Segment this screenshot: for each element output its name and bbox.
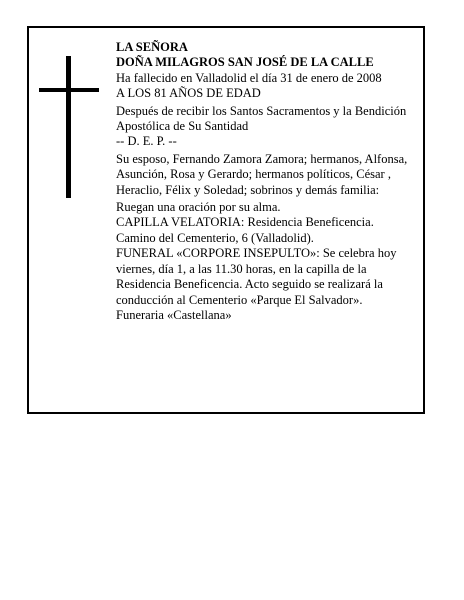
dep-line: -- D. E. P. --	[116, 134, 177, 149]
cross-vertical-bar	[66, 56, 71, 198]
sacraments-statement: Después de recibir los Santos Sacramentos y la Bendición Apostólica de Su Santidad	[116, 103, 407, 134]
age-statement: A LOS 81 AÑOS DE EDAD	[116, 86, 261, 101]
notice-text	[116, 40, 422, 323]
cross-icon	[39, 56, 99, 198]
notice-title: LA SEÑORA	[116, 40, 188, 54]
obituary-notice	[27, 26, 425, 414]
funeral-home: Funeraria «Castellana»	[116, 307, 232, 322]
death-statement: Ha fallecido en Valladolid el día 31 de enero de 2008	[116, 70, 382, 85]
family-statement: Su esposo, Fernando Zamora Zamora; hermanos, Alfonsa, Asunción, Rosa y Gerardo; hermanos políticos, César , Heraclio, Félix y Soledad; sobrinos y demás familia:	[116, 151, 408, 197]
prayer-statement: Ruegan una oración por su alma.	[116, 200, 281, 215]
deceased-name: DOÑA MILAGROS SAN JOSÉ DE LA CALLE	[116, 55, 374, 70]
chapel-line-2: Camino del Cementerio, 6 (Valladolid).	[116, 230, 314, 245]
cross-horizontal-bar	[39, 88, 99, 92]
chapel-line-1: CAPILLA VELATORIA: Residencia Beneficencia.	[116, 215, 374, 230]
funeral-details: FUNERAL «CORPORE INSEPULTO»: Se celebra hoy viernes, día 1, a las 11.30 horas, en la capilla de la Residencia Beneficencia. Acto seguido se realizará la conducción al Cementerio «Parque El Salvador».	[116, 246, 397, 307]
